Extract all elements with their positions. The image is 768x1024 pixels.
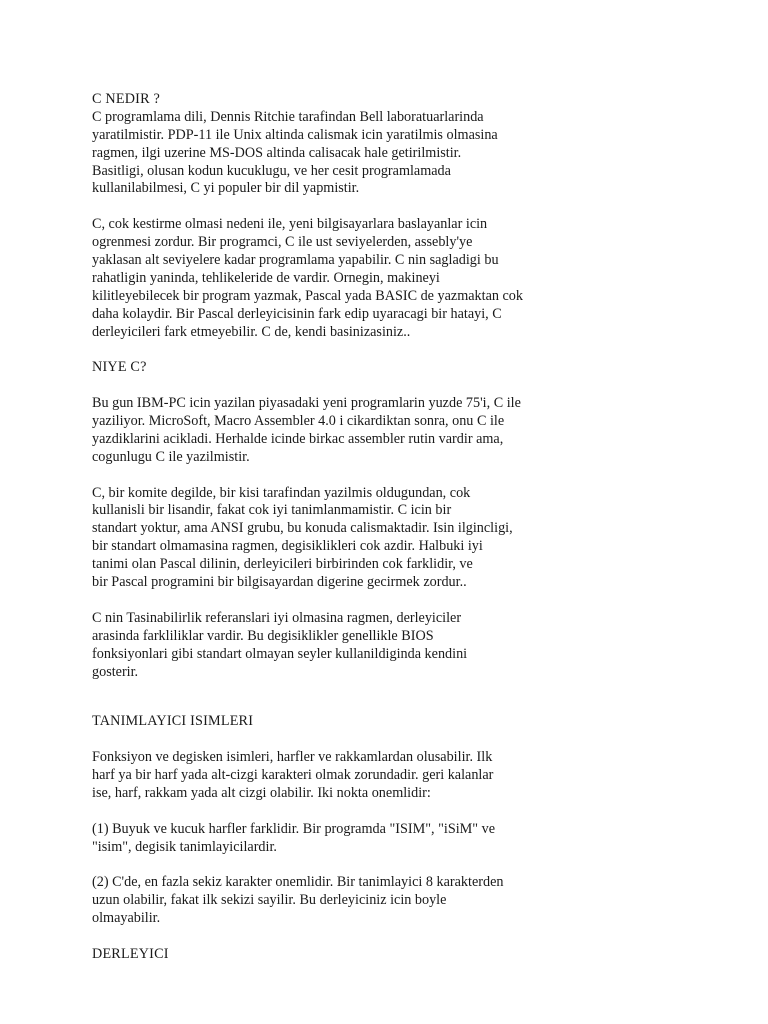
text-line: uzun olabilir, fakat ilk sekizi sayilir. Bu derleyiciniz icin boyle: [92, 892, 447, 909]
paragraph: [92, 109, 752, 198]
text-line: Basitligi, olusan kodun kucuklugu, ve her cesit programlamada: [92, 162, 451, 179]
text-line: standart yoktur, ama ANSI grubu, bu konuda calismaktadir. Isin ilgincligi,: [92, 520, 513, 537]
section-heading: DERLEYICI: [92, 945, 169, 962]
paragraph-gap: [92, 857, 752, 875]
text-line: tanimi olan Pascal dilinin, derleyicileri birbirinden cok farklidir, ve: [92, 556, 473, 573]
text-line: rahatligin yaninda, tehlikeleride de vardir. Ornegin, makineyi: [92, 269, 440, 286]
section-c-nedir: [92, 91, 752, 341]
text-line: C, cok kestirme olmasi nedeni ile, yeni bilgisayarlara baslayanlar icin: [92, 216, 488, 233]
text-line: yazdiklarini acikladi. Herhalde icinde birkac assembler rutin vardir ama,: [92, 430, 504, 447]
text-line: ragmen, ilgi uzerine MS-DOS altinda calisacak hale getirilmistir.: [92, 144, 462, 161]
text-line: Fonksiyon ve degisken isimleri, harfler ve rakkamlardan olusabilir. Ilk: [92, 749, 493, 766]
text-line: Bu gun IBM-PC icin yazilan piyasadaki yeni programlarin yuzde 75'i, C ile: [92, 395, 521, 412]
section-niye-c: [92, 359, 752, 681]
text-line: yaziliyor. MicroSoft, Macro Assembler 4.0 i cikardiktan sonra, onu C ile: [92, 413, 505, 430]
paragraph-gap: [92, 592, 752, 610]
paragraph-gap: [92, 377, 752, 395]
paragraph-gap: [92, 198, 752, 216]
paragraph-gap: [92, 803, 752, 821]
document-page: [92, 91, 752, 964]
text-line: kilitleyebilecek bir program yazmak, Pascal yada BASIC de yazmaktan cok: [92, 287, 523, 304]
text-line: yaklasan alt seviyelere kadar programlama yapabilir. C nin sagladigi bu: [92, 252, 499, 269]
paragraph: [92, 216, 752, 341]
text-line: daha kolaydir. Bir Pascal derleyicisinin fark edip uyaracagi bir hatayi, C: [92, 305, 502, 322]
text-line: kullanisli bir lisandir, fakat cok iyi tanimlanmamistir. C icin bir: [92, 502, 452, 519]
section-gap: [92, 928, 752, 946]
text-line: ogrenmesi zordur. Bir programci, C ile ust seviyelerden, assebly'ye: [92, 234, 473, 251]
text-line: cogunlugu C ile yazilmistir.: [92, 448, 250, 465]
text-line: ise, harf, rakkam yada alt cizgi olabilir. Iki nokta onemlidir:: [92, 784, 431, 801]
paragraph: [92, 749, 752, 803]
text-line: (1) Buyuk ve kucuk harfler farklidir. Bir programda "ISIM", "iSiM" ve: [92, 820, 495, 837]
text-line: gosterir.: [92, 663, 139, 680]
text-line: C nin Tasinabilirlik referanslari iyi olmasina ragmen, derleyiciler: [92, 609, 462, 626]
paragraph: [92, 821, 752, 857]
text-line: bir standart olmamasina ragmen, degisiklikleri cok azdir. Halbuki iyi: [92, 538, 483, 555]
section-heading: C NEDIR ?: [92, 91, 160, 107]
text-line: fonksiyonlari gibi standart olmayan seyler kullanildiginda kendini: [92, 645, 468, 662]
text-line: "isim", degisik tanimlayicilardir.: [92, 838, 277, 855]
text-line: C, bir komite degilde, bir kisi tarafindan yazilmis oldugundan, cok: [92, 484, 471, 501]
section-heading: TANIMLAYICI ISIMLERI: [92, 713, 254, 730]
paragraph-gap: [92, 731, 752, 749]
text-line: arasinda farkliliklar vardir. Bu degisiklikler genellikle BIOS: [92, 627, 434, 644]
section-tanimlayici-isimleri: [92, 713, 752, 928]
section-heading: NIYE C?: [92, 359, 147, 376]
paragraph: [92, 610, 752, 682]
text-line: (2) C'de, en fazla sekiz karakter onemlidir. Bir tanimlayici 8 karakterden: [92, 874, 504, 891]
text-line: harf ya bir harf yada alt-cizgi karakteri olmak zorundadir. geri kalanlar: [92, 767, 494, 784]
section-gap: [92, 341, 752, 359]
paragraph-gap: [92, 467, 752, 485]
paragraph: [92, 485, 752, 592]
text-line: yaratilmistir. PDP-11 ile Unix altinda calismak icin yaratilmis olmasina: [92, 126, 498, 143]
text-line: olmayabilir.: [92, 910, 161, 927]
text-line: kullanilabilmesi, C yi populer bir dil yapmistir.: [92, 180, 360, 197]
text-line: derleyicileri fark etmeyebilir. C de, kendi basinizasiniz..: [92, 323, 411, 340]
section-gap: [92, 681, 752, 713]
text-line: C programlama dili, Dennis Ritchie tarafindan Bell laboratuarlarinda: [92, 108, 484, 125]
section-derleyici: [92, 946, 752, 964]
paragraph: [92, 395, 752, 467]
text-line: bir Pascal programini bir bilgisayardan digerine gecirmek zordur..: [92, 574, 467, 591]
paragraph: [92, 874, 752, 928]
